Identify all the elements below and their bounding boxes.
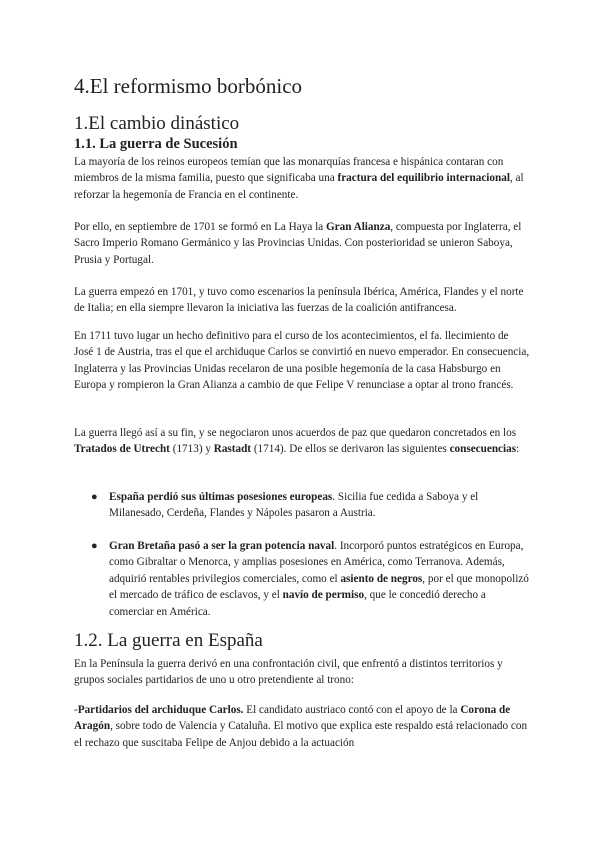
chapter-title: 4.El reformismo borbónico — [74, 74, 303, 98]
paragraph-inicio-guerra: La guerra empezó en 1701, y tuvo como escenarios la península Ibérica, América, Flandes y el norte de Italia; en ella siempre llevaron la iniciativa las fuerzas de la coalición antifrancesa. — [74, 286, 524, 315]
bold-term: Tratados de Utrecht — [74, 443, 170, 456]
section-title-espana: 1.2. La guerra en España — [74, 630, 263, 651]
bold-term: Gran Bretaña pasó a ser la gran potencia naval — [109, 540, 335, 552]
section-title: 1.El cambio dinástico — [74, 113, 240, 134]
bold-term: consecuencias — [449, 443, 517, 456]
bold-term: navío de permiso — [282, 589, 365, 602]
paragraph-partidarios: -Partidarios del archiduque Carlos. El candidato austriaco contó con el apoyo de la Corona de Aragón, sobre todo de Valencia y Cataluña. El motivo que explica este respaldo está relacionado con el rechazo que suscitaba Felipe de Anjou debido a la actuación — [74, 704, 528, 749]
bold-term: Gran Alianza — [325, 221, 391, 233]
paragraph-tratados: La guerra llegó así a su fin, y se negociaron unos acuerdos de paz que quedaron concretados en los Tratados de Utrecht (1713) y Rastadt (1714). De ellos se derivaron las siguientes consecuencias: — [74, 427, 520, 456]
bold-term: Partidarios del archiduque Carlos. — [77, 704, 244, 716]
bold-term: España perdió sus últimas posesiones europeas — [109, 491, 333, 503]
bold-term: fractura del equilibrio internacional — [337, 172, 510, 185]
bullet-dot-icon: ● — [91, 540, 98, 552]
paragraph-1711: En 1711 tuvo lugar un hecho definitivo para el curso de los acontecimientos, el fa. llecimiento de José 1 de Austria, tras el que el archiduque Carlos se convirtió en nuevo emperador. En consecuencia, Inglaterra y las Provincias Unidas recelaron de una posible hegemonía de la casa Habsburgo en Europa y rompieron la Gran Alianza a cambio de que Felipe V renunciase a optar al trono francés. — [74, 330, 530, 392]
paragraph-equilibrio: La mayoría de los reinos europeos temían que las monarquías francesa e hispánica contaran con miembros de la misma familia, puesto que significaba una fractura del equilibrio internacional, al reforzar la hegemonía de Francia en el continente. — [74, 156, 524, 201]
paragraph-peninsula: En la Península la guerra derivó en una confrontación civil, que enfrentó a distintos territorios y grupos sociales partidarios de uno u otro pretendiente al trono: — [74, 658, 503, 687]
bold-term: Rastadt — [213, 443, 252, 456]
list-item-gran-bretana: Gran Bretaña pasó a ser la gran potencia naval. Incorporó puntos estratégicos en Europa, como Gibraltar o Menorca, y amplias posesiones en América, como Terranova. Además, adquirió rentables privilegios comerciales, como el asiento de negros, por el que monopolizó el mercado de tráfico de esclavos, y el navío de permiso, que le concedió derecho a comerciar en América. — [109, 540, 529, 618]
list-item-espana: España perdió sus últimas posesiones europeas. Sicilia fue cedida a Saboya y el Milanesado, Cerdeña, Flandes y Nápoles pasaron a Austria. — [109, 491, 479, 520]
bold-term: Corona de Aragón — [74, 704, 511, 733]
paragraph-gran-alianza: Por ello, en septiembre de 1701 se formó en La Haya la Gran Alianza, compuesta por Inglaterra, el Sacro Imperio Romano Germánico y las Provincias Unidas. Con posterioridad se unieron Saboya, Prusia y Portugal. — [74, 221, 522, 266]
subsection-title: 1.1. La guerra de Sucesión — [74, 136, 238, 152]
bold-term: asiento de negros — [340, 572, 423, 585]
bullet-dot-icon: ● — [91, 491, 98, 503]
